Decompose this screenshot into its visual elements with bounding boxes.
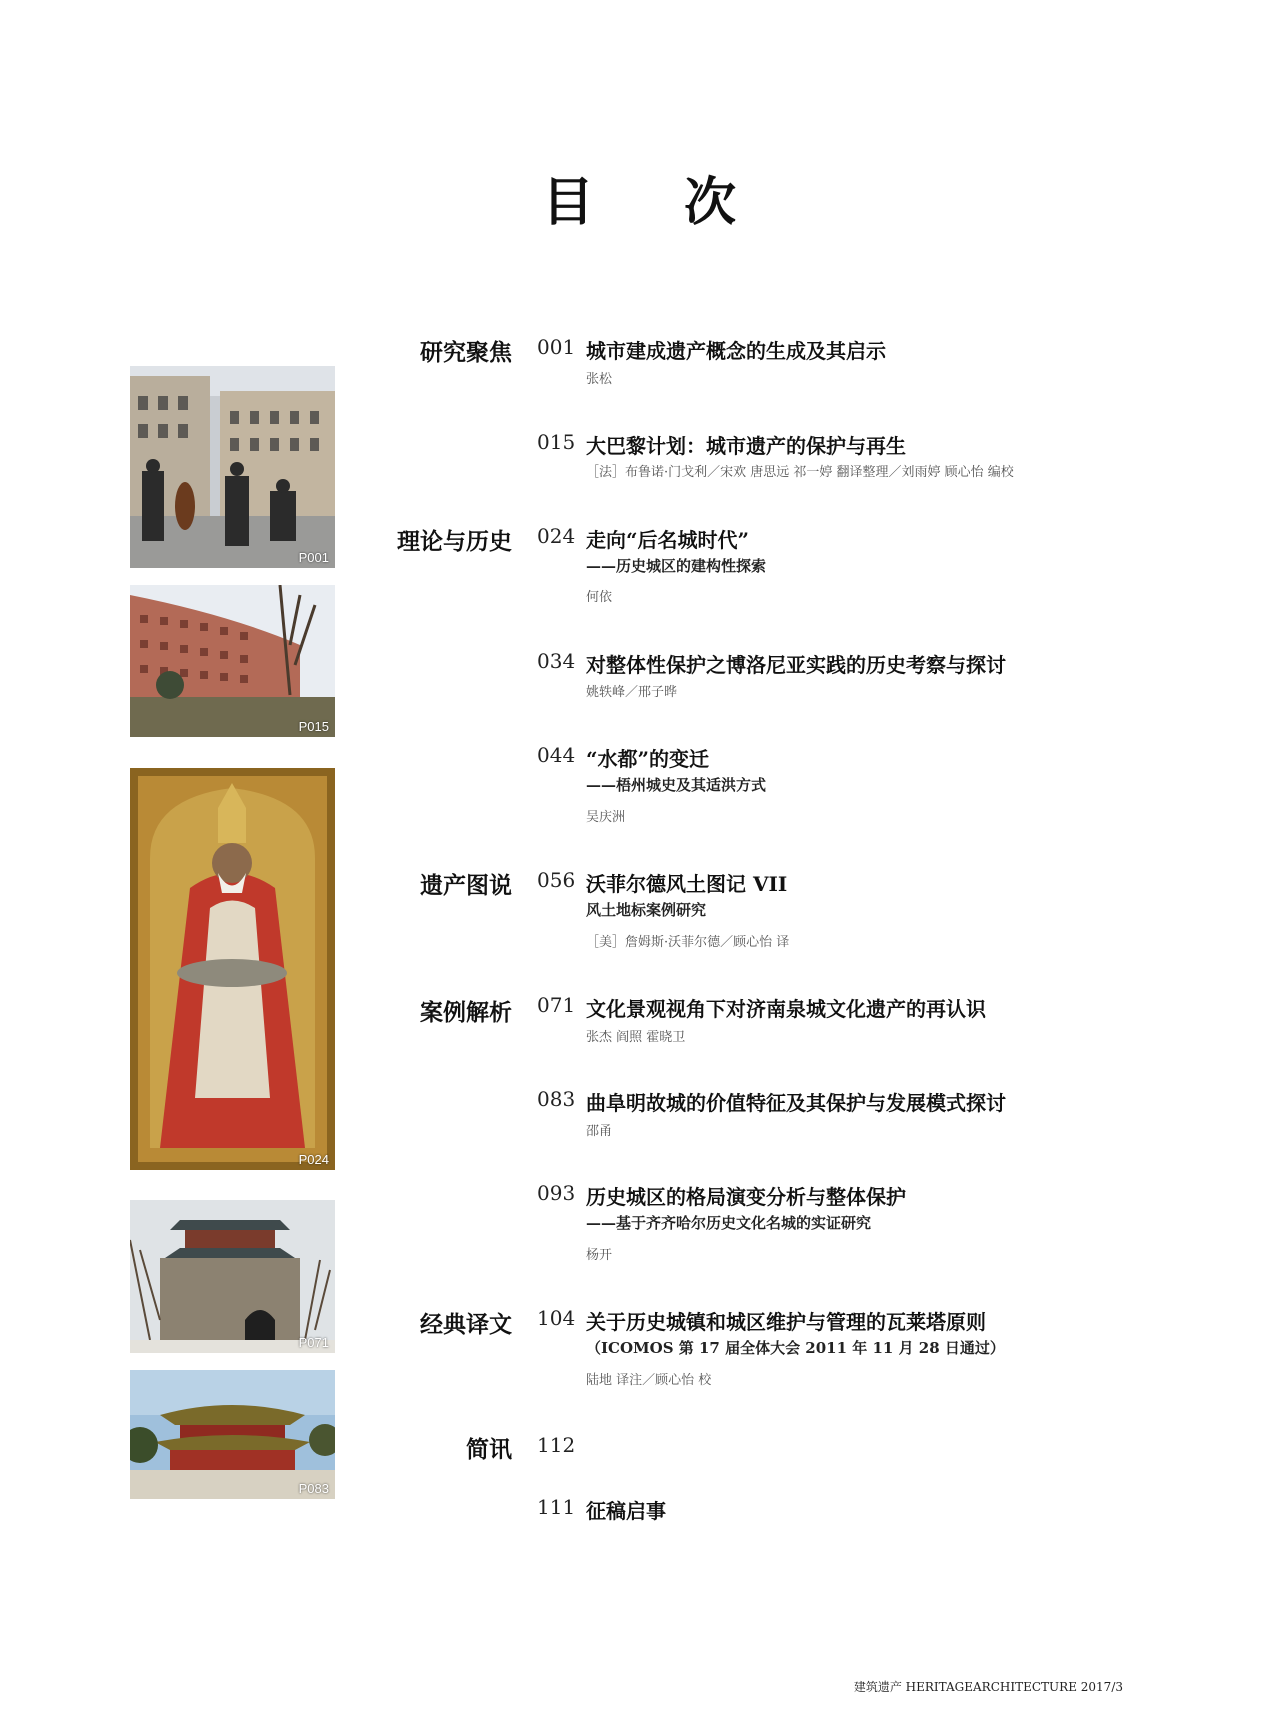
thumbnail-label: P015 — [298, 719, 329, 734]
title-char: 目 — [541, 172, 596, 233]
page-number: 083 — [537, 1087, 576, 1111]
entry-subtitle: （ICOMOS 第 17 届全体大会 2011 年 11 月 28 日通过） — [586, 1339, 1005, 1357]
entry-subtitle: 风土地标案例研究 — [586, 901, 707, 919]
thumbnail-p024[interactable] — [130, 768, 335, 1170]
thumbnail-p083[interactable] — [130, 1370, 335, 1499]
entry-authors: 邵甬 — [586, 1124, 613, 1139]
entry-authors: 张松 — [586, 372, 613, 387]
temple-pavilion-photo — [130, 1370, 335, 1499]
thumbnail-p015[interactable] — [130, 585, 335, 737]
city-gate-tower-photo — [130, 1200, 335, 1353]
thumbnail-p071[interactable] — [130, 1200, 335, 1353]
entry-authors: ［美］詹姆斯·沃菲尔德／顾心怡 译 — [586, 935, 790, 950]
entry-title[interactable]: 历史城区的格局演变分析与整体保护 — [586, 1185, 906, 1209]
page-title — [0, 160, 1280, 235]
page-number: 001 — [537, 335, 576, 359]
section-heading: 案例解析 — [420, 999, 512, 1026]
entry-authors: 何依 — [586, 590, 613, 605]
page-number: 104 — [537, 1306, 576, 1330]
page-number: 015 — [537, 430, 576, 454]
page-number: 111 — [537, 1495, 576, 1519]
entry-title[interactable]: 关于历史城镇和城区维护与管理的瓦莱塔原则 — [586, 1310, 986, 1334]
entry-authors: 姚轶峰／邢子晔 — [586, 685, 678, 700]
entry-title[interactable]: 走向“后名城时代” — [586, 528, 750, 552]
page-number: 071 — [537, 993, 576, 1017]
paris-street-musicians-photo — [130, 366, 335, 568]
entry-title[interactable]: 文化景观视角下对济南泉城文化遗产的再认识 — [586, 997, 986, 1021]
title-char: 次 — [684, 172, 739, 233]
saint-holding-city-painting — [130, 768, 335, 1170]
entry-title[interactable]: 城市建成遗产概念的生成及其启示 — [586, 339, 886, 363]
entry-subtitle: ——梧州城史及其适洪方式 — [586, 776, 767, 794]
section-heading: 经典译文 — [420, 1311, 512, 1338]
thumbnail-label: P024 — [298, 1152, 329, 1167]
entry-subtitle: ——基于齐齐哈尔历史文化名城的实证研究 — [586, 1214, 872, 1232]
entry-title[interactable]: 征稿启事 — [586, 1499, 666, 1523]
page-number: 056 — [537, 868, 576, 892]
entry-authors: ［法］布鲁诺·门戈利／宋欢 唐思远 祁一婷 翻译整理／刘雨婷 顾心怡 编校 — [586, 465, 1014, 480]
entry-title[interactable]: 曲阜明故城的价值特征及其保护与发展模式探讨 — [586, 1091, 1006, 1115]
curved-apartment-building-photo — [130, 585, 335, 737]
entry-authors: 陆地 译注／顾心怡 校 — [586, 1373, 712, 1388]
thumbnail-label: P083 — [298, 1481, 329, 1496]
entry-subtitle: ——历史城区的建构性探索 — [586, 557, 767, 575]
page-number: 034 — [537, 649, 576, 673]
entry-authors: 张杰 阎照 霍晓卫 — [586, 1030, 686, 1045]
section-heading: 遗产图说 — [420, 872, 512, 899]
entry-title[interactable]: 大巴黎计划：城市遗产的保护与再生 — [586, 434, 906, 458]
page-number: 044 — [537, 743, 576, 767]
entry-title[interactable]: “水都”的变迁 — [586, 747, 710, 771]
section-heading: 研究聚焦 — [420, 339, 512, 366]
thumbnail-p001[interactable] — [130, 366, 335, 568]
entry-authors: 吴庆洲 — [586, 810, 626, 825]
section-heading: 简讯 — [466, 1436, 512, 1463]
section-heading: 理论与历史 — [397, 528, 512, 555]
entry-title[interactable]: 沃菲尔德风土图记 VII — [586, 872, 788, 896]
entry-authors: 杨开 — [586, 1248, 613, 1263]
entry-title[interactable]: 对整体性保护之博洛尼亚实践的历史考察与探讨 — [586, 653, 1006, 677]
page-number: 024 — [537, 524, 576, 548]
thumbnail-label: P071 — [298, 1335, 329, 1350]
thumbnail-label: P001 — [298, 550, 329, 565]
page-number: 112 — [537, 1433, 576, 1457]
page-number: 093 — [537, 1181, 576, 1205]
page-footer: 建筑遗产 HERITAGEARCHITECTURE 2017/3 — [853, 1680, 1123, 1694]
